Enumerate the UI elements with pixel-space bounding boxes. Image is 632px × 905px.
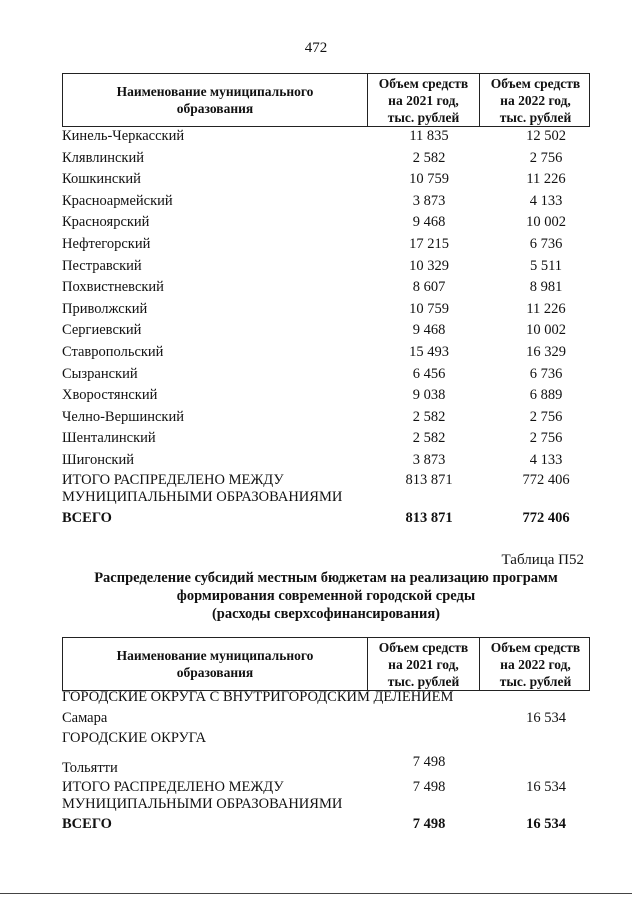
table1-totals [62, 472, 590, 532]
row-name: Красноармейский [62, 192, 173, 209]
table-row [62, 710, 590, 732]
row-name: Шигонский [62, 451, 134, 468]
row-2021: 6 456 [412, 365, 446, 382]
table-row [62, 258, 590, 280]
total-distributed-label [62, 472, 342, 506]
total-label: ВСЕГО [62, 816, 112, 832]
table1-header-name: Наименование муниципального образования [116, 84, 314, 116]
row-2021: 7 498 [412, 754, 446, 770]
row-name: Самара [62, 710, 108, 726]
row-name: Пестравский [62, 257, 142, 274]
table1-header-2021: Объем средств на 2021 год, тыс. рублей [367, 74, 479, 126]
row-2022: 2 756 [529, 430, 563, 447]
table1-header-2022: Объем средств на 2022 год, тыс. рублей [479, 74, 591, 126]
title-line: (расходы сверхсофинансирования) [211, 606, 441, 622]
table-row [62, 409, 590, 431]
row-name: Кинель-Черкасский [62, 128, 185, 144]
row-2021: 9 038 [412, 387, 446, 404]
table-row [62, 430, 590, 452]
row-name: Шенталинский [62, 430, 156, 447]
row-name: Сызранский [62, 365, 138, 382]
table-row [62, 301, 590, 323]
total-distributed-2022: 16 534 [526, 779, 566, 795]
row-2022: 10 002 [526, 214, 566, 231]
row-2022: 6 889 [529, 387, 563, 404]
row-2021: 8 607 [412, 279, 446, 296]
row-2021: 9 468 [412, 322, 446, 339]
row-name: Ставропольский [62, 343, 164, 360]
total-distributed-label [62, 779, 342, 813]
row-2022: 11 226 [526, 300, 566, 317]
row-2022: 4 133 [529, 192, 563, 209]
row-name: Красноярский [62, 214, 150, 231]
section-label: ГОРОДСКИЕ ОКРУГА С ВНУТРИГОРОДСКИМ ДЕЛЕНИЕМ [62, 689, 454, 705]
row-2021: 2 582 [412, 149, 446, 166]
row-2022: 6 736 [529, 365, 563, 382]
table-row [62, 150, 590, 172]
row-2022: 6 736 [529, 235, 563, 252]
table1-header [62, 73, 590, 127]
row-2022: 2 756 [529, 149, 563, 166]
row-name: Похвистневский [62, 279, 164, 296]
row-2022: 16 534 [526, 710, 566, 726]
row-2021: 10 759 [409, 300, 449, 317]
table2-header-2022: Объем средств на 2022 год, тыс. рублей [479, 638, 591, 690]
row-2021: 9 468 [412, 214, 446, 231]
row-2021: 2 582 [412, 408, 446, 425]
row-name: Нефтегорский [62, 235, 151, 252]
row-2021: 2 582 [412, 430, 446, 447]
table-row [62, 779, 590, 816]
row-name: Приволжский [62, 300, 148, 317]
total-distributed-2021: 813 871 [405, 472, 453, 488]
total-label: ВСЕГО [62, 510, 112, 526]
row-2022: 2 756 [529, 408, 563, 425]
row-2021: 15 493 [409, 343, 449, 360]
row-2021: 3 873 [412, 192, 446, 209]
table2-body [62, 689, 590, 838]
row-2022: 10 002 [526, 322, 566, 339]
table-row [62, 510, 590, 532]
row-name: Кошкинский [62, 171, 141, 188]
table2-title [62, 569, 590, 623]
total-2021: 813 871 [405, 510, 453, 526]
table-row [62, 236, 590, 258]
total-distributed-line2: МУНИЦИПАЛЬНЫМИ ОБРАЗОВАНИЯМИ [62, 489, 343, 505]
page-number: 472 [304, 40, 328, 56]
row-2021: 3 873 [412, 451, 446, 468]
table-row [62, 344, 590, 366]
row-name: Тольятти [62, 760, 118, 776]
total-distributed-line1: ИТОГО РАСПРЕДЕЛЕНО МЕЖДУ [62, 779, 284, 795]
total-2022: 772 406 [522, 510, 570, 526]
total-distributed-2022: 772 406 [522, 472, 570, 488]
section-label: ГОРОДСКИЕ ОКРУГА [62, 730, 207, 746]
section-heading [62, 732, 590, 760]
table2-header [62, 637, 590, 691]
title-line: формирования современной городской среды [176, 588, 476, 604]
table-row [62, 214, 590, 236]
row-name: Хворостянский [62, 387, 158, 404]
row-name: Челно-Вершинский [62, 408, 184, 425]
table1-body [62, 128, 590, 474]
row-2022: 8 981 [529, 279, 563, 296]
table-caption: Таблица П52 [501, 552, 584, 568]
row-2021: 10 759 [409, 171, 449, 188]
table-row [62, 754, 590, 779]
table-row [62, 816, 590, 838]
row-2022: 12 502 [526, 128, 566, 144]
row-2021: 17 215 [409, 235, 449, 252]
table-row [62, 452, 590, 474]
total-distributed-line1: ИТОГО РАСПРЕДЕЛЕНО МЕЖДУ [62, 472, 284, 488]
total-distributed-line2: МУНИЦИПАЛЬНЫМИ ОБРАЗОВАНИЯМИ [62, 796, 343, 812]
total-distributed-2021: 7 498 [412, 779, 446, 795]
table-row [62, 171, 590, 193]
table-row [62, 322, 590, 344]
table-row [62, 366, 590, 388]
row-2022: 5 511 [529, 257, 563, 274]
table-row [62, 472, 590, 510]
bottom-rule [0, 893, 632, 894]
table-row [62, 279, 590, 301]
row-2021: 10 329 [409, 257, 449, 274]
row-name: Сергиевский [62, 322, 142, 339]
row-2022: 16 329 [526, 343, 566, 360]
row-name: Клявлинский [62, 149, 144, 166]
total-2021: 7 498 [412, 816, 446, 832]
row-2022: 4 133 [529, 451, 563, 468]
table-row [62, 387, 590, 409]
table-row [62, 193, 590, 215]
section-heading [62, 689, 590, 710]
row-2022: 11 226 [526, 171, 566, 188]
table-row [62, 128, 590, 150]
title-line: Распределение субсидий местным бюджетам на реализацию программ [94, 570, 558, 586]
table2-header-name: Наименование муниципального образования [116, 648, 314, 680]
total-2022: 16 534 [526, 816, 566, 832]
table2-header-2021: Объем средств на 2021 год, тыс. рублей [367, 638, 479, 690]
row-2021: 11 835 [409, 128, 449, 144]
